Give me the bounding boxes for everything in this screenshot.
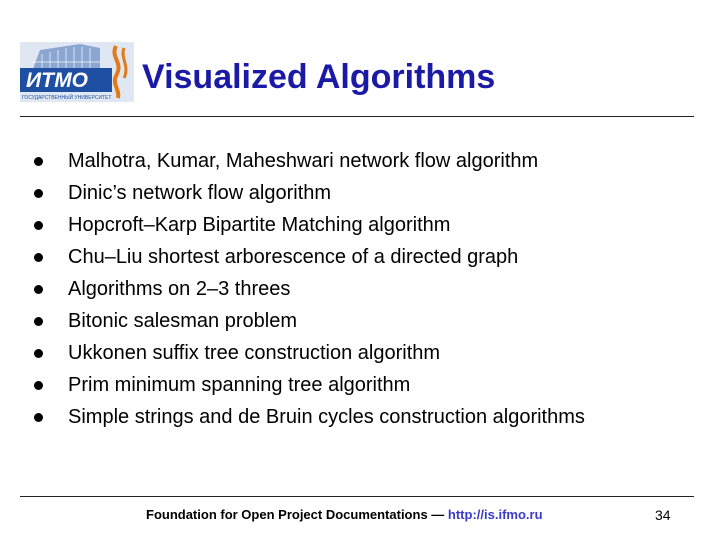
bullet-text: Bitonic salesman problem xyxy=(68,310,297,332)
footer-divider xyxy=(20,496,694,497)
footer-text: Foundation for Open Project Documentations — xyxy=(146,507,448,522)
bullet-icon xyxy=(34,317,43,326)
bullet-icon xyxy=(34,413,43,422)
page-number: 34 xyxy=(655,507,671,523)
bullet-icon xyxy=(34,157,43,166)
bullet-icon xyxy=(34,221,43,230)
footer-credit xyxy=(146,507,543,522)
itmo-logo xyxy=(20,40,134,104)
bullet-icon xyxy=(34,253,43,262)
bullet-icon xyxy=(34,285,43,294)
bullet-text: Dinic’s network flow algorithm xyxy=(68,182,332,204)
bullet-text: Ukkonen suffix tree construction algorithm xyxy=(68,342,441,364)
bullet-icon xyxy=(34,349,43,358)
bullet-icon xyxy=(34,189,43,198)
bullet-text: Simple strings and de Bruin cycles construction algorithms xyxy=(68,406,585,428)
bullet-text: Malhotra, Kumar, Maheshwari network flow algorithm xyxy=(68,150,539,172)
itmo-logo-graphic xyxy=(20,40,134,104)
svg-text:ИТМО: ИТМО xyxy=(26,69,89,92)
bullet-text: Hopcroft–Karp Bipartite Matching algorithm xyxy=(68,214,451,236)
bullet-icon xyxy=(34,381,43,390)
bullet-text: Chu–Liu shortest arborescence of a directed graph xyxy=(68,246,519,268)
svg-text:ГОСУДАРСТВЕННЫЙ УНИВЕРСИТЕТ: ГОСУДАРСТВЕННЫЙ УНИВЕРСИТЕТ xyxy=(22,95,112,101)
slide-title: Visualized Algorithms xyxy=(142,58,496,96)
bullet-text: Prim minimum spanning tree algorithm xyxy=(68,374,411,396)
footer-link[interactable]: http://is.ifmo.ru xyxy=(447,507,543,522)
title-divider xyxy=(20,116,694,117)
bullet-text: Algorithms on 2–3 threes xyxy=(68,278,291,300)
